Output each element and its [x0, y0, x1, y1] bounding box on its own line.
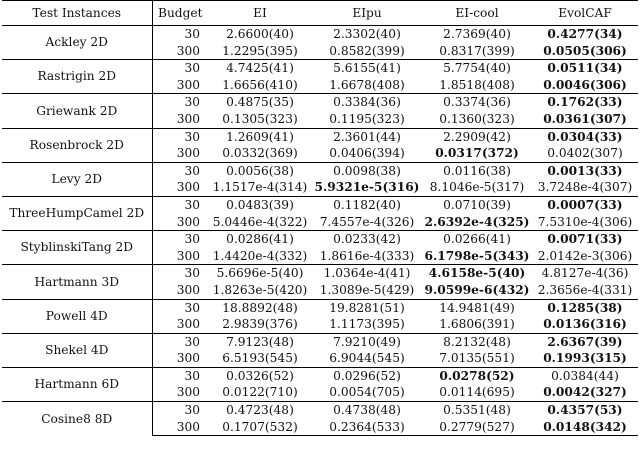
- value-cell: 0.0054(705): [329, 385, 405, 400]
- value-cell: 0.0071(33): [532, 231, 638, 248]
- value-cell: 0.0511(34): [532, 60, 638, 77]
- table-row: [2, 402, 638, 419]
- budget-cell: 300: [176, 248, 200, 263]
- value-cell: 7.5310e-4(306): [537, 214, 633, 229]
- test-instance-name: Powell 4D: [2, 299, 152, 333]
- value-cell: 5.0446e-4(322): [212, 214, 308, 229]
- value-cell: 18.8892(48): [208, 299, 312, 316]
- budget-cell: 300: [176, 43, 200, 58]
- header-ei-cool: EI-cool: [422, 1, 532, 26]
- value-cell: 2.3601(44): [312, 128, 422, 145]
- budget-cell: 30: [152, 60, 208, 77]
- table-row: [2, 128, 638, 145]
- test-instance-name: StyblinskiTang 2D: [2, 231, 152, 265]
- value-cell: 0.0332(369): [222, 146, 298, 161]
- value-cell: 7.9123(48): [208, 333, 312, 350]
- header-row: [2, 1, 638, 26]
- header-eipu: EIpu: [312, 1, 422, 26]
- test-instance-name: Hartmann 6D: [2, 367, 152, 401]
- value-cell: 0.4723(48): [208, 402, 312, 419]
- budget-cell: 30: [152, 299, 208, 316]
- value-cell: 1.8263e-5(420): [212, 282, 308, 297]
- value-cell: 2.3302(40): [312, 26, 422, 43]
- value-cell: 2.0142e-3(306): [537, 248, 633, 263]
- test-instance-name: Hartmann 3D: [2, 265, 152, 299]
- value-cell: 3.7248e-4(307): [537, 180, 633, 195]
- value-cell: 0.1285(38): [532, 299, 638, 316]
- table-row: [2, 231, 638, 248]
- value-cell: 0.1195(323): [329, 111, 405, 126]
- budget-cell: 30: [152, 367, 208, 384]
- value-cell: 2.7369(40): [422, 26, 532, 43]
- value-cell: 0.8317(399): [439, 43, 515, 58]
- value-cell: 1.8518(408): [439, 77, 515, 92]
- value-cell: 0.0266(41): [422, 231, 532, 248]
- value-cell: 0.0046(306): [543, 77, 627, 92]
- budget-cell: 30: [152, 196, 208, 213]
- value-cell: 0.8582(399): [329, 43, 405, 58]
- budget-cell: 300: [176, 77, 200, 92]
- budget-cell: 30: [152, 128, 208, 145]
- value-cell: 0.1993(315): [543, 351, 627, 366]
- value-cell: 0.0116(38): [422, 162, 532, 179]
- value-cell: 0.0013(33): [532, 162, 638, 179]
- table-row: [2, 26, 638, 43]
- value-cell: 0.0483(39): [208, 196, 312, 213]
- budget-cell: 300: [176, 385, 200, 400]
- test-instance-name: Rosenbrock 2D: [2, 128, 152, 162]
- value-cell: 0.0317(372): [435, 146, 519, 161]
- value-cell: 7.4557e-4(326): [319, 214, 415, 229]
- table-row: [2, 94, 638, 111]
- table-row: [2, 299, 638, 316]
- value-cell: 0.3384(36): [312, 94, 422, 111]
- value-cell: 2.9839(376): [222, 317, 298, 332]
- value-cell: 2.6392e-4(325): [424, 214, 530, 229]
- value-cell: 2.3656e-4(331): [537, 282, 633, 297]
- value-cell: 0.0098(38): [312, 162, 422, 179]
- value-cell: 0.1360(323): [439, 111, 515, 126]
- value-cell: 0.0296(52): [312, 367, 422, 384]
- value-cell: 1.0364e-4(41): [312, 265, 422, 282]
- budget-cell: 30: [152, 402, 208, 419]
- table-row: [2, 196, 638, 213]
- value-cell: 4.7425(41): [208, 60, 312, 77]
- value-cell: 0.0384(44): [532, 367, 638, 384]
- value-cell: 0.0056(38): [208, 162, 312, 179]
- value-cell: 0.0406(394): [329, 146, 405, 161]
- table-body: [2, 26, 638, 436]
- value-cell: 0.4357(53): [532, 402, 638, 419]
- value-cell: 0.1707(532): [208, 419, 312, 436]
- value-cell: 1.3089e-5(429): [319, 282, 415, 297]
- table-header: [2, 1, 638, 26]
- value-cell: 0.1305(323): [222, 111, 298, 126]
- value-cell: 8.1046e-5(317): [429, 180, 525, 195]
- value-cell: 1.4420e-4(332): [212, 248, 308, 263]
- value-cell: 0.0710(39): [422, 196, 532, 213]
- value-cell: 0.4738(48): [312, 402, 422, 419]
- value-cell: 19.8281(51): [312, 299, 422, 316]
- budget-cell: 30: [152, 265, 208, 282]
- value-cell: 0.5351(48): [422, 402, 532, 419]
- value-cell: 5.6696e-5(40): [208, 265, 312, 282]
- value-cell: 7.9210(49): [312, 333, 422, 350]
- value-cell: 1.2609(41): [208, 128, 312, 145]
- value-cell: 0.0042(327): [543, 385, 627, 400]
- value-cell: 4.6158e-5(40): [422, 265, 532, 282]
- value-cell: 5.6155(41): [312, 60, 422, 77]
- budget-cell: 30: [152, 333, 208, 350]
- header-evolcaf: EvolCAF: [532, 1, 638, 26]
- value-cell: 2.6367(39): [532, 333, 638, 350]
- value-cell: 0.4277(34): [532, 26, 638, 43]
- budget-cell: 300: [176, 214, 200, 229]
- table-row: [2, 60, 638, 77]
- value-cell: 0.0148(342): [532, 419, 638, 436]
- table-row: [2, 265, 638, 282]
- budget-cell: 30: [152, 162, 208, 179]
- value-cell: 0.1182(40): [312, 196, 422, 213]
- value-cell: 8.2132(48): [422, 333, 532, 350]
- value-cell: 5.7754(40): [422, 60, 532, 77]
- header-test-instances: Test Instances: [2, 1, 152, 26]
- budget-cell: 300: [176, 111, 200, 126]
- value-cell: 1.2295(395): [222, 43, 298, 58]
- value-cell: 1.6806(391): [439, 317, 515, 332]
- value-cell: 6.1798e-5(343): [424, 248, 530, 263]
- value-cell: 0.0114(695): [439, 385, 515, 400]
- value-cell: 1.1517e-4(314): [212, 180, 308, 195]
- value-cell: 0.0505(306): [543, 43, 627, 58]
- value-cell: 0.4875(35): [208, 94, 312, 111]
- table-row: [2, 162, 638, 179]
- budget-cell: 30: [152, 26, 208, 43]
- budget-cell: 30: [152, 231, 208, 248]
- value-cell: 0.3374(36): [422, 94, 532, 111]
- value-cell: 0.0402(307): [547, 146, 623, 161]
- value-cell: 0.1762(33): [532, 94, 638, 111]
- results-table: [2, 0, 638, 436]
- test-instance-name: Shekel 4D: [2, 333, 152, 367]
- value-cell: 14.9481(49): [422, 299, 532, 316]
- value-cell: 7.0135(551): [439, 351, 515, 366]
- budget-cell: 300: [176, 351, 200, 366]
- table-row: [2, 367, 638, 384]
- value-cell: 6.9044(545): [329, 351, 405, 366]
- budget-cell: 300: [152, 419, 208, 436]
- value-cell: 0.0286(41): [208, 231, 312, 248]
- value-cell: 0.2364(533): [312, 419, 422, 436]
- value-cell: 1.8616e-4(333): [319, 248, 415, 263]
- budget-cell: 300: [176, 317, 200, 332]
- value-cell: 1.6678(408): [329, 77, 405, 92]
- test-instance-name: Levy 2D: [2, 162, 152, 196]
- value-cell: 0.0007(33): [532, 196, 638, 213]
- value-cell: 2.2909(42): [422, 128, 532, 145]
- value-cell: 9.0599e-6(432): [424, 282, 530, 297]
- test-instance-name: Ackley 2D: [2, 26, 152, 60]
- value-cell: 0.0233(42): [312, 231, 422, 248]
- test-instance-name: Cosine8 8D: [2, 402, 152, 436]
- value-cell: 0.2779(527): [422, 419, 532, 436]
- value-cell: 1.1173(395): [329, 317, 405, 332]
- header-budget: Budget: [152, 1, 208, 26]
- value-cell: 5.9321e-5(316): [314, 180, 420, 195]
- test-instance-name: Griewank 2D: [2, 94, 152, 128]
- budget-cell: 300: [176, 146, 200, 161]
- value-cell: 0.0136(316): [543, 317, 627, 332]
- value-cell: 0.0278(52): [422, 367, 532, 384]
- value-cell: 6.5193(545): [222, 351, 298, 366]
- header-ei: EI: [208, 1, 312, 26]
- value-cell: 4.8127e-4(36): [532, 265, 638, 282]
- table-row: [2, 333, 638, 350]
- value-cell: 2.6600(40): [208, 26, 312, 43]
- test-instance-name: Rastrigin 2D: [2, 60, 152, 94]
- value-cell: 0.0122(710): [222, 385, 298, 400]
- budget-cell: 30: [152, 94, 208, 111]
- value-cell: 1.6656(410): [222, 77, 298, 92]
- value-cell: 0.0361(307): [543, 111, 627, 126]
- value-cell: 0.0326(52): [208, 367, 312, 384]
- test-instance-name: ThreeHumpCamel 2D: [2, 196, 152, 230]
- budget-cell: 300: [176, 282, 200, 297]
- value-cell: 0.0304(33): [532, 128, 638, 145]
- budget-cell: 300: [176, 180, 200, 195]
